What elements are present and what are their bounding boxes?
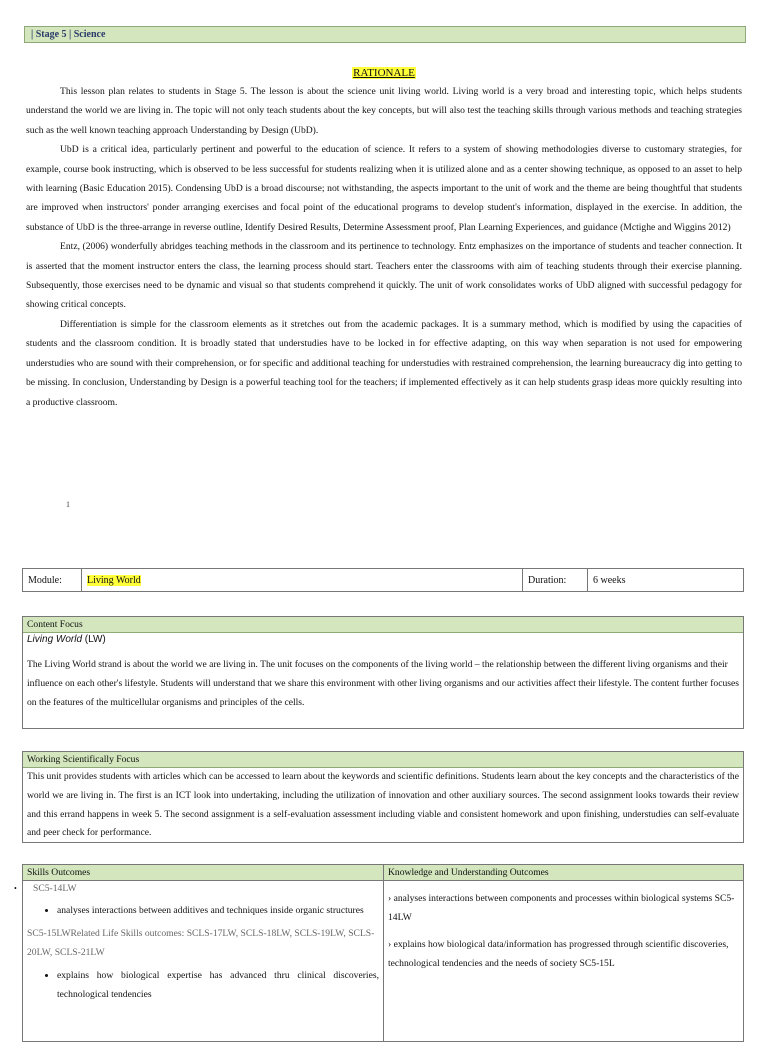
- page-number: 1: [66, 500, 70, 509]
- knowledge-outcomes-heading: Knowledge and Understanding Outcomes: [384, 865, 744, 881]
- working-scientifically-text: This unit provides students with articles which can be accessed to learn about the keywords and scientific definitions. Students learn about the key concepts and the characteristics of the world we are living in. The first is an ICT look into undertaking, including the utilization of innovation and other auxiliary sources. The second assignment looks towards their review and this errand happens in week 5. The second assignment is a self-evaluation assessment including viable and consistent homework and upon finishing, understudies can self-evaluate and peer check for performance.: [27, 771, 739, 839]
- rationale-paragraph-3: Entz, (2006) wonderfully abridges teaching methods in the classroom and its pertinence to technology. Entz emphasizes on the importance of students and teacher connection. It is asserted that the moment instructor enters the class, the learning process should start. Teachers enter the classrooms with aim of teaching students through their exercise planning. Subsequently, those exercises need to be dynamic and visual so that students comprehend it quickly. The unit of work consolidates works of UbD aligned with successful pedagogy for showing critical concepts.: [26, 241, 742, 311]
- knowledge-outcomes-cell: [384, 881, 744, 1042]
- working-scientifically-heading: Working Scientifically Focus: [23, 752, 743, 768]
- duration-value: 6 weeks: [588, 569, 744, 592]
- skills-list-2: [27, 966, 379, 1004]
- skills-list-1: [27, 901, 379, 920]
- content-focus-subtitle-text: Living World: [27, 634, 83, 645]
- module-label: Module:: [23, 569, 82, 592]
- knowledge-item: › explains how biological data/information has progressed through scientific discoveries, technological tendencies and the needs of society SC5-15L: [388, 939, 729, 969]
- stray-bullet-mark: •: [14, 884, 17, 893]
- content-focus-box: [22, 616, 744, 729]
- module-value: Living World: [87, 574, 141, 586]
- outcomes-table: [22, 864, 744, 1042]
- content-focus-text: The Living World strand is about the world we are living in. The unit focuses on the components of the living world – the relationship between the different living organisms and their influence on each other's lifestyle. Students will understand that we share this environment with other living organisms and our activities affect their lifestyle. The content further focuses on the features of the multicellular organisms and principles of the cells.: [27, 659, 740, 709]
- skills-outcomes-heading: Skills Outcomes: [23, 865, 384, 881]
- content-focus-subtitle-abbr: (LW): [82, 634, 106, 645]
- skills-item: • analyses interactions between additives and techniques inside organic structures: [57, 901, 379, 920]
- knowledge-item: › analyses interactions between components and processes within biological systems SC5-14LW: [388, 893, 735, 923]
- stage-header-bar: | Stage 5 | Science: [24, 26, 746, 43]
- skills-code: SC5-14LW: [33, 883, 77, 894]
- rationale-body: [26, 82, 742, 412]
- module-value-cell: [82, 569, 523, 592]
- rationale-paragraph-2: UbD is a critical idea, particularly pertinent and powerful to the education of science. It refers to a system of showing methodologies diverse to customary strategies, for example, course book instructing, which is observed to be less successful for students realizing when it is utilized alone and as a center showing technique, as opposed to an asset to help with learning (Basic Education 2015). Condensing UbD is a broad discourse; not withstanding, the aspects important to the unit of work and the theme are being thoughtful that students are improved when instructors' ponder arranging exercises and focal point of the educational programs to develop student's information, displayed in the exercise. In addition, the substance of UbD is the three-arrange in reverse outline, Identify Desired Results, Determine Assessment proof, Plan Learning Experiences, and guidance (Mctighe and Wiggins 2012): [26, 144, 742, 233]
- skills-outcomes-cell: [23, 881, 384, 1042]
- content-focus-heading: Content Focus: [23, 617, 743, 633]
- content-focus-subtitle: [23, 633, 743, 647]
- rationale-paragraph-4: Differentiation is simple for the classroom elements as it stretches out from the academic packages. It is a summary method, which is modified by using the capacities of students and the classroom condition. It is broadly stated that understudies have to be locked in for effective adapting, on this way when separation is not used for empowering understudies who are sound with their comprehension, or for specific and additional teaching for understudies with restrained comprehension, the learning bureaucracy dig into getting to be missing. In conclusion, Understanding by Design is a powerful teaching tool for the teachers; if implemented effectively as it can help students grasp ideas more quickly resulting into a productive classroom.: [26, 318, 742, 408]
- rationale-paragraph-1: This lesson plan relates to students in Stage 5. The lesson is about the science unit living world. Living world is a very broad and interesting topic, which helps students understand the world we are living in. The topic will not only teach students about the key concepts, but will also test the teaching skills through various methods and teaching strategies such as the well known teaching approach Understanding by Design (UbD).: [26, 86, 742, 136]
- duration-label: Duration:: [523, 569, 588, 592]
- skills-item: • explains how biological expertise has advanced thru clinical discoveries, technological tendencies: [57, 966, 379, 1004]
- working-scientifically-box: [22, 751, 744, 843]
- related-life-skills: SC5-15LWRelated Life Skills outcomes: SCLS-17LW, SCLS-18LW, SCLS-19LW, SCLS-20LW, SCLS-21LW: [27, 928, 375, 958]
- rationale-title: [0, 66, 768, 80]
- module-table: [22, 568, 744, 592]
- rationale-title-text: RATIONALE: [353, 67, 415, 79]
